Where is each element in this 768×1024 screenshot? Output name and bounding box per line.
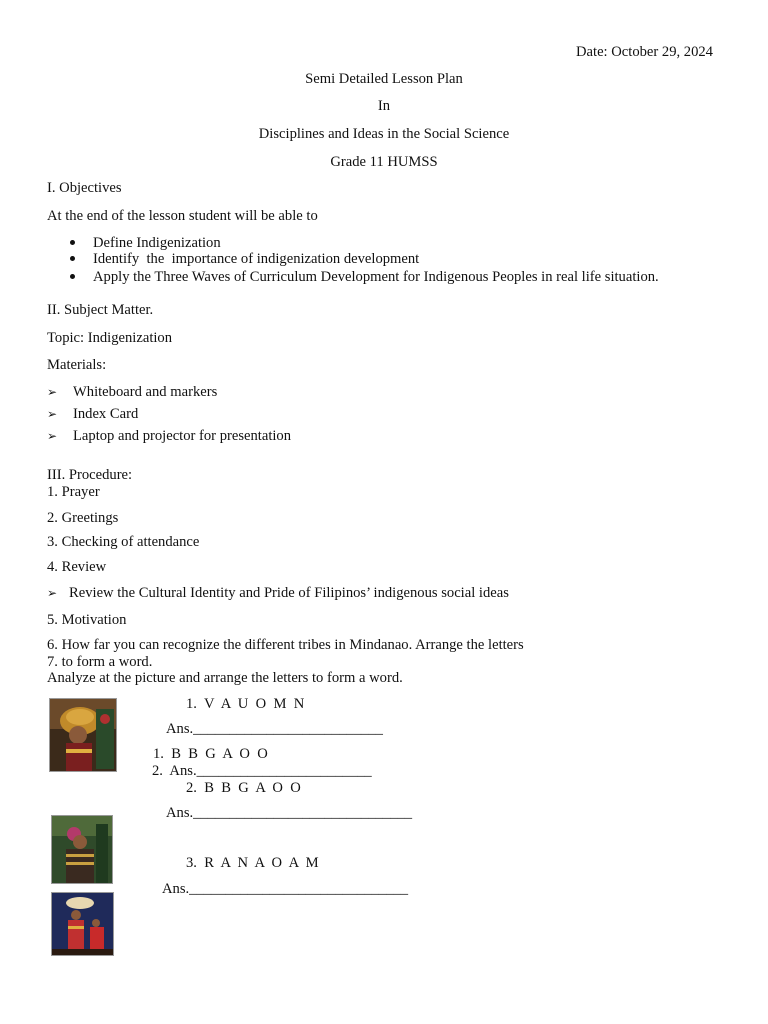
topic-line: Topic: Indigenization <box>47 330 173 346</box>
procedure-line-6: 6. How far you can recognize the different tribes in Mindanao. Arrange the letters <box>47 637 524 653</box>
title-line-2: In <box>377 98 391 114</box>
tribe-photo-3 <box>51 892 114 956</box>
objective-item: Define Indigenization <box>93 235 221 251</box>
answer-line-3[interactable]: Ans.______________________________ <box>162 881 409 897</box>
answer-line-2a[interactable]: 2. Ans.________________________ <box>152 763 372 779</box>
title-line-1: Semi Detailed Lesson Plan <box>305 71 463 87</box>
bullet-icon <box>70 240 75 245</box>
arrow-bullet-icon: ➢ <box>47 586 58 600</box>
procedure-line-7: 7. to form a word. <box>47 654 153 670</box>
subject-matter-heading: II. Subject Matter. <box>47 302 154 318</box>
material-item: Laptop and projector for presentation <box>73 428 292 444</box>
objective-item: Apply the Three Waves of Curriculum Development for Indigenous Peoples in real life situation. <box>93 269 659 285</box>
material-item: Whiteboard and markers <box>73 384 218 400</box>
answer-line-1[interactable]: Ans.__________________________ <box>166 721 383 737</box>
question-3: 3. R A N A O A M <box>186 855 319 871</box>
procedure-prayer: 1. Prayer <box>47 484 100 500</box>
question-1: 1. V A U O M N <box>186 696 305 712</box>
question-2a: 1. B B G A O O <box>153 746 268 762</box>
material-item: Index Card <box>73 406 139 422</box>
procedure-heading: III. Procedure: <box>47 467 133 483</box>
procedure-motivation: 5. Motivation <box>47 612 127 628</box>
answer-line-2b[interactable]: Ans.______________________________ <box>166 805 413 821</box>
title-line-3: Disciplines and Ideas in the Social Science <box>258 126 510 142</box>
objectives-intro: At the end of the lesson student will be able to <box>47 208 318 224</box>
bullet-icon <box>70 274 75 279</box>
objectives-heading: I. Objectives <box>47 180 122 196</box>
materials-label: Materials: <box>47 357 107 373</box>
title-line-4: Grade 11 HUMSS <box>330 154 438 170</box>
arrow-bullet-icon: ➢ <box>47 429 58 443</box>
procedure-review: 4. Review <box>47 559 107 575</box>
review-item: Review the Cultural Identity and Pride of Filipinos’ indigenous social ideas <box>69 585 509 601</box>
procedure-attendance: 3. Checking of attendance <box>47 534 200 550</box>
tribe-photo-2 <box>51 815 113 884</box>
arrow-bullet-icon: ➢ <box>47 385 58 399</box>
tribe-photo-1 <box>49 698 117 772</box>
bullet-icon <box>70 256 75 261</box>
question-2b: 2. B B G A O O <box>186 780 301 796</box>
objective-item: Identify the importance of indigenization development <box>93 251 420 267</box>
procedure-greetings: 2. Greetings <box>47 510 119 526</box>
arrow-bullet-icon: ➢ <box>47 407 58 421</box>
date-line: Date: October 29, 2024 <box>576 44 713 60</box>
activity-instruction: Analyze at the picture and arrange the letters to form a word. <box>47 670 403 686</box>
